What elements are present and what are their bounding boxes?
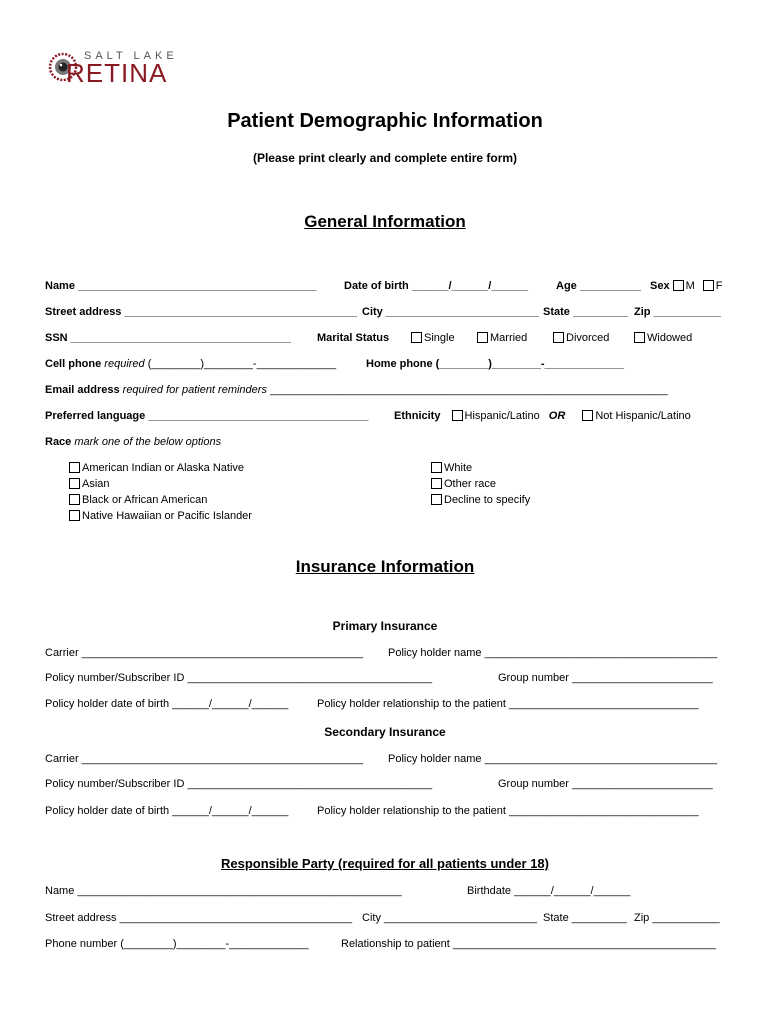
page-subtitle: (Please print clearly and complete entire form) bbox=[252, 151, 518, 165]
race-option[interactable]: Other race bbox=[431, 478, 496, 490]
primary-insurance-heading: Primary Insurance bbox=[332, 619, 438, 633]
race-label: Race bbox=[45, 436, 72, 448]
ethnicity-label: Ethnicity bbox=[394, 410, 441, 422]
not-hispanic-checkbox[interactable] bbox=[582, 410, 593, 421]
general-heading: General Information bbox=[304, 212, 466, 231]
primary-carrier-field[interactable]: Carrier ______________________________________________ bbox=[45, 647, 364, 659]
age-field[interactable]: Age __________ bbox=[556, 280, 642, 292]
marital-option[interactable]: Divorced bbox=[553, 332, 609, 344]
street-field[interactable]: Street address ______________________________________ bbox=[45, 306, 357, 318]
email-note: required for patient reminders bbox=[122, 384, 267, 396]
secondary-carrier-field[interactable]: Carrier ______________________________________________ bbox=[45, 753, 364, 765]
race-checkbox[interactable] bbox=[69, 494, 80, 505]
race-option[interactable]: Asian bbox=[69, 478, 110, 490]
ssn-field[interactable]: SSN ____________________________________ bbox=[45, 332, 291, 344]
responsible-zip-field[interactable]: Zip ___________ bbox=[634, 912, 720, 924]
race-checkbox[interactable] bbox=[69, 478, 80, 489]
name-field[interactable]: Name _______________________________________ bbox=[45, 280, 317, 292]
responsible-street-field[interactable]: Street address ______________________________________ bbox=[45, 912, 353, 924]
state-field[interactable]: State _________ bbox=[543, 306, 629, 318]
race-option[interactable]: American Indian or Alaska Native bbox=[69, 462, 244, 474]
sex-m-label: M bbox=[685, 280, 695, 292]
secondary-holder-dob-field[interactable]: Policy holder date of birth ______/______/______ bbox=[45, 805, 289, 817]
race-option[interactable]: White bbox=[431, 462, 472, 474]
primary-group-number-field[interactable]: Group number _______________________ bbox=[498, 672, 713, 684]
ethnicity-group bbox=[394, 410, 691, 422]
hispanic-label: Hispanic/Latino bbox=[464, 410, 540, 422]
race-option[interactable]: Native Hawaiian or Pacific Islander bbox=[69, 510, 252, 522]
page-title: Patient Demographic Information bbox=[227, 110, 543, 132]
race-checkbox[interactable] bbox=[69, 462, 80, 473]
city-field[interactable]: City _________________________ bbox=[362, 306, 539, 318]
primary-policy-number-field[interactable]: Policy number/Subscriber ID ________________________________________ bbox=[45, 672, 433, 684]
marital-status-label: Marital Status bbox=[317, 332, 390, 344]
cell-phone-label: Cell phone bbox=[45, 358, 102, 370]
race-checkbox[interactable] bbox=[431, 478, 442, 489]
race-option[interactable]: Black or African American bbox=[69, 494, 207, 506]
responsible-birthdate-field[interactable]: Birthdate ______/______/______ bbox=[467, 885, 631, 897]
sex-m-checkbox[interactable] bbox=[673, 280, 684, 291]
primary-holder-name-field[interactable]: Policy holder name ______________________________________ bbox=[388, 647, 718, 659]
secondary-group-number-field[interactable]: Group number _______________________ bbox=[498, 778, 713, 790]
marital-option[interactable]: Widowed bbox=[634, 332, 692, 344]
secondary-holder-relationship-field[interactable]: Policy holder relationship to the patient _______________________________ bbox=[317, 805, 699, 817]
secondary-policy-number-field[interactable]: Policy number/Subscriber ID ________________________________________ bbox=[45, 778, 433, 790]
sex-f-checkbox[interactable] bbox=[703, 280, 714, 291]
hispanic-checkbox[interactable] bbox=[452, 410, 463, 421]
responsible-name-field[interactable]: Name _____________________________________________________ bbox=[45, 885, 402, 897]
home-phone-field[interactable]: Home phone (________)________-_____________ bbox=[366, 358, 625, 370]
secondary-insurance-heading: Secondary Insurance bbox=[324, 725, 446, 739]
marital-option[interactable]: Single bbox=[411, 332, 455, 344]
race-checkbox[interactable] bbox=[431, 494, 442, 505]
sex-f-label: F bbox=[715, 280, 723, 292]
marital-checkbox[interactable] bbox=[411, 332, 422, 343]
race-note: mark one of the below options bbox=[74, 436, 222, 448]
secondary-holder-name-field[interactable]: Policy holder name ______________________________________ bbox=[388, 753, 718, 765]
marital-checkbox[interactable] bbox=[634, 332, 645, 343]
cell-phone-note: required bbox=[104, 358, 145, 370]
primary-holder-dob-field[interactable]: Policy holder date of birth ______/______/______ bbox=[45, 698, 289, 710]
race-checkbox[interactable] bbox=[69, 510, 80, 521]
marital-option[interactable]: Married bbox=[477, 332, 527, 344]
responsible-party-heading: Responsible Party (required for all patients under 18) bbox=[221, 856, 549, 871]
responsible-state-field[interactable]: State _________ bbox=[543, 912, 627, 924]
logo-text-main: RETINA bbox=[66, 58, 168, 88]
email-field[interactable] bbox=[45, 384, 668, 396]
sex-label: Sex bbox=[650, 280, 670, 292]
primary-holder-relationship-field[interactable]: Policy holder relationship to the patient _______________________________ bbox=[317, 698, 699, 710]
responsible-city-field[interactable]: City _________________________ bbox=[362, 912, 537, 924]
sex-group bbox=[650, 280, 722, 292]
email-label: Email address bbox=[45, 384, 120, 396]
zip-field[interactable]: Zip ___________ bbox=[634, 306, 721, 318]
dob-field[interactable]: Date of birth ______/______/______ bbox=[344, 280, 529, 292]
marital-checkbox[interactable] bbox=[477, 332, 488, 343]
insurance-heading: Insurance Information bbox=[295, 557, 475, 576]
marital-checkbox[interactable] bbox=[553, 332, 564, 343]
ethnicity-or: OR bbox=[548, 410, 566, 422]
language-field[interactable]: Preferred language ____________________________________ bbox=[45, 410, 369, 422]
cell-phone-field[interactable] bbox=[45, 358, 336, 370]
race-option[interactable]: Decline to specify bbox=[431, 494, 530, 506]
responsible-phone-field[interactable]: Phone number (________)________-_____________ bbox=[45, 938, 309, 950]
cell-phone-line: (________)________-_____________ bbox=[147, 358, 337, 370]
logo-text-top: SALT LAKE bbox=[84, 50, 178, 62]
responsible-relationship-field[interactable]: Relationship to patient ___________________________________________ bbox=[341, 938, 716, 950]
email-line: _________________________________________________________________ bbox=[270, 384, 668, 396]
race-heading bbox=[45, 436, 221, 448]
not-hispanic-label: Not Hispanic/Latino bbox=[595, 410, 691, 422]
race-checkbox[interactable] bbox=[431, 462, 442, 473]
